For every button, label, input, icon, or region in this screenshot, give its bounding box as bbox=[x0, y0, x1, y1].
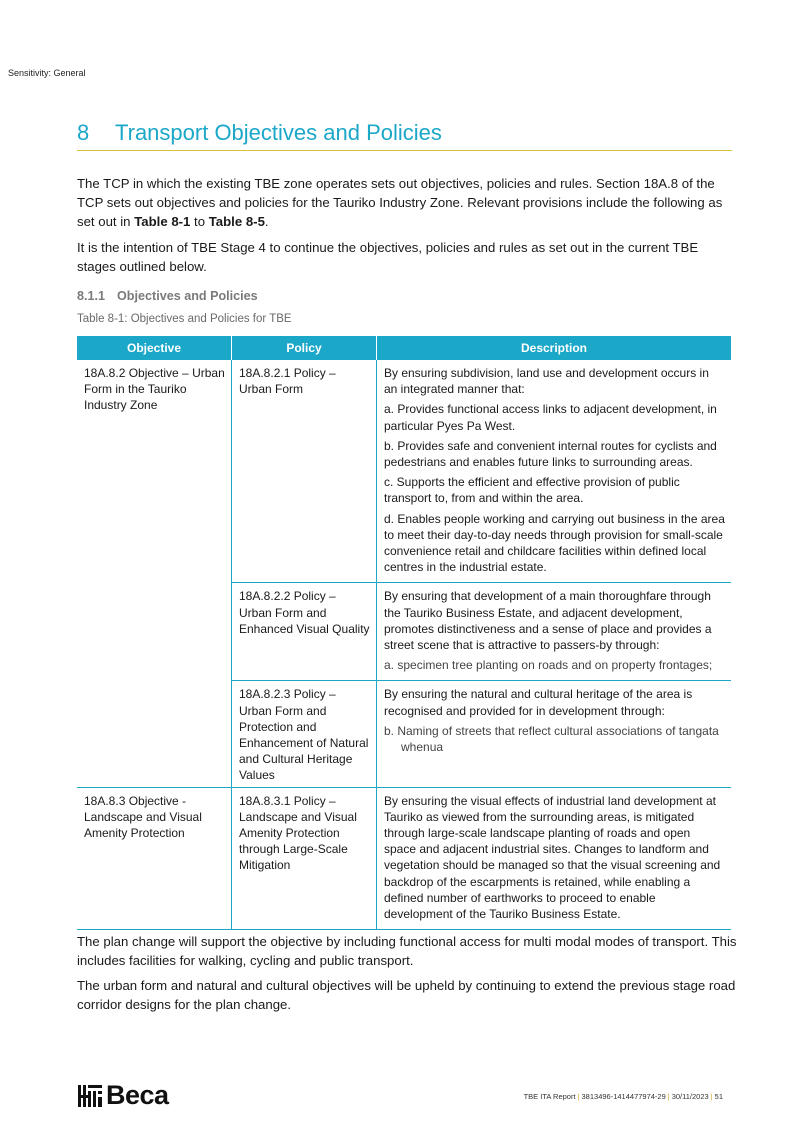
objective-cell: 18A.8.2 Objective – Urban Form in the Tauriko Industry Zone bbox=[84, 366, 225, 413]
policy-cell: 18A.8.2.3 Policy – Urban Form and Protection and Enhancement of Natural and Cultural Heritage Values bbox=[232, 681, 377, 787]
objective-cell: 18A.8.3 Objective - Landscape and Visual Amenity Protection bbox=[77, 787, 232, 930]
policy-cell: 18A.8.3.1 Policy – Landscape and Visual Amenity Protection through Large-Scale Mitigation bbox=[232, 787, 377, 930]
table-ref-8-1: Table 8-1 bbox=[134, 214, 191, 229]
table-caption: Table 8-1: Objectives and Policies for TBE bbox=[77, 313, 292, 325]
beca-wordmark: Beca bbox=[106, 1080, 169, 1110]
description-intro: By ensuring that development of a main thoroughfare through the Tauriko Business Estate, and adjacent development, promotes distinctiveness and a sense of place and provides a street scene that is attractive to passers-by through: bbox=[384, 589, 712, 653]
beca-mark-icon bbox=[78, 1085, 102, 1107]
description-item: d. Enables people working and carrying out business in the area to meet their day-to-day needs through provision for small-scale convenience retail and childcare facilities within defined local centres in the industrial estate. bbox=[384, 511, 725, 575]
description-intro: By ensuring the natural and cultural heritage of the area is recognised and provided for in development through: bbox=[384, 687, 693, 718]
sensitivity-label: Sensitivity: General bbox=[8, 68, 86, 78]
footer-separator: | bbox=[577, 1092, 580, 1101]
subsection-number: 8.1.1 bbox=[77, 289, 106, 303]
outro-paragraph-1 bbox=[77, 932, 737, 970]
footer-separator: | bbox=[710, 1092, 713, 1101]
header-description: Description bbox=[377, 336, 732, 360]
table-row bbox=[77, 583, 731, 681]
table-ref-8-5: Table 8-5 bbox=[208, 214, 265, 229]
footer-reference bbox=[524, 1092, 723, 1101]
subsection-title: Objectives and Policies bbox=[117, 289, 258, 303]
description-cell bbox=[377, 787, 732, 930]
section-number: 8 bbox=[77, 120, 90, 145]
objectives-table bbox=[77, 336, 731, 930]
policy-cell: 18A.8.2.2 Policy – Urban Form and Enhanced Visual Quality bbox=[232, 583, 377, 681]
intro-text-mid: to bbox=[190, 214, 209, 229]
intro-text-end: . bbox=[264, 214, 269, 229]
intro-paragraph-2 bbox=[77, 238, 737, 276]
description-intro: By ensuring subdivision, land use and development occurs in an integrated manner that: bbox=[384, 366, 709, 397]
intro-paragraph-1 bbox=[77, 174, 737, 231]
table-row bbox=[77, 787, 731, 930]
description-intro: By ensuring the visual effects of industrial land development at Tauriko as viewed from the surrounding areas, is mitigated through large-scale landscape planting of roads and open space and adjacent industrial sites. Changes to landform and vegetation should be managed so that the visual screening and backdrop of the escarpments is retained, while enabling a defined number of earthworks to proceed to enable development of the Tauriko Business Estate. bbox=[384, 793, 721, 922]
footer-ref-number: 3813496-1414477974-29 bbox=[581, 1092, 666, 1101]
header-policy: Policy bbox=[232, 336, 377, 360]
description-cell bbox=[377, 583, 732, 681]
outro-paragraph-2-text: The urban form and natural and cultural objectives will be upheld by continuing to extend the previous stage road corridor designs for the plan change. bbox=[77, 978, 736, 1012]
description-item: b. Provides safe and convenient internal routes for cyclists and pedestrians and enables future links to surrounding areas. bbox=[384, 438, 717, 470]
table-row bbox=[77, 360, 731, 583]
footer-date: 30/11/2023 bbox=[671, 1092, 709, 1101]
subsection-heading bbox=[77, 289, 258, 303]
section-title: Transport Objectives and Policies bbox=[115, 120, 442, 145]
description-item: a. Provides functional access links to adjacent development, in particular Pyes Pa West. bbox=[384, 402, 717, 433]
intro-text-start: The TCP in which the existing TBE zone operates sets out objectives, policies and rules. Section 18A.8 of the TCP sets out objectives and policies for the Tauriko Industry Zone. Relevant provisions include the following as set out in bbox=[77, 176, 723, 229]
footer-separator: | bbox=[667, 1092, 670, 1101]
header-objective: Objective bbox=[77, 336, 232, 360]
description-item: b. Naming of streets that reflect cultural associations of tangata whenua bbox=[384, 723, 719, 755]
section-heading bbox=[77, 120, 732, 151]
intro-paragraph-2-text: It is the intention of TBE Stage 4 to continue the objectives, policies and rules as set out in the current TBE stages outlined below. bbox=[77, 240, 699, 274]
table-header-row bbox=[77, 336, 731, 360]
table-row bbox=[77, 681, 731, 787]
footer-report-name: TBE ITA Report bbox=[523, 1092, 576, 1101]
policy-cell: 18A.8.2.1 Policy – Urban Form bbox=[232, 360, 377, 583]
outro-paragraph-2 bbox=[77, 976, 737, 1014]
objective-cell bbox=[77, 681, 232, 787]
beca-logo bbox=[78, 1082, 169, 1109]
page-number: 51 bbox=[714, 1092, 723, 1101]
description-cell bbox=[377, 360, 732, 583]
description-item: a. specimen tree planting on roads and on property frontages; bbox=[384, 658, 713, 673]
description-item: c. Supports the efficient and effective provision of public transport to, from and within the area. bbox=[384, 475, 680, 506]
objective-cell bbox=[77, 583, 232, 681]
description-cell bbox=[377, 681, 732, 787]
outro-paragraph-1-text: The plan change will support the objective by including functional access for multi modal modes of transport. This includes facilities for walking, cycling and public transport. bbox=[77, 934, 737, 968]
